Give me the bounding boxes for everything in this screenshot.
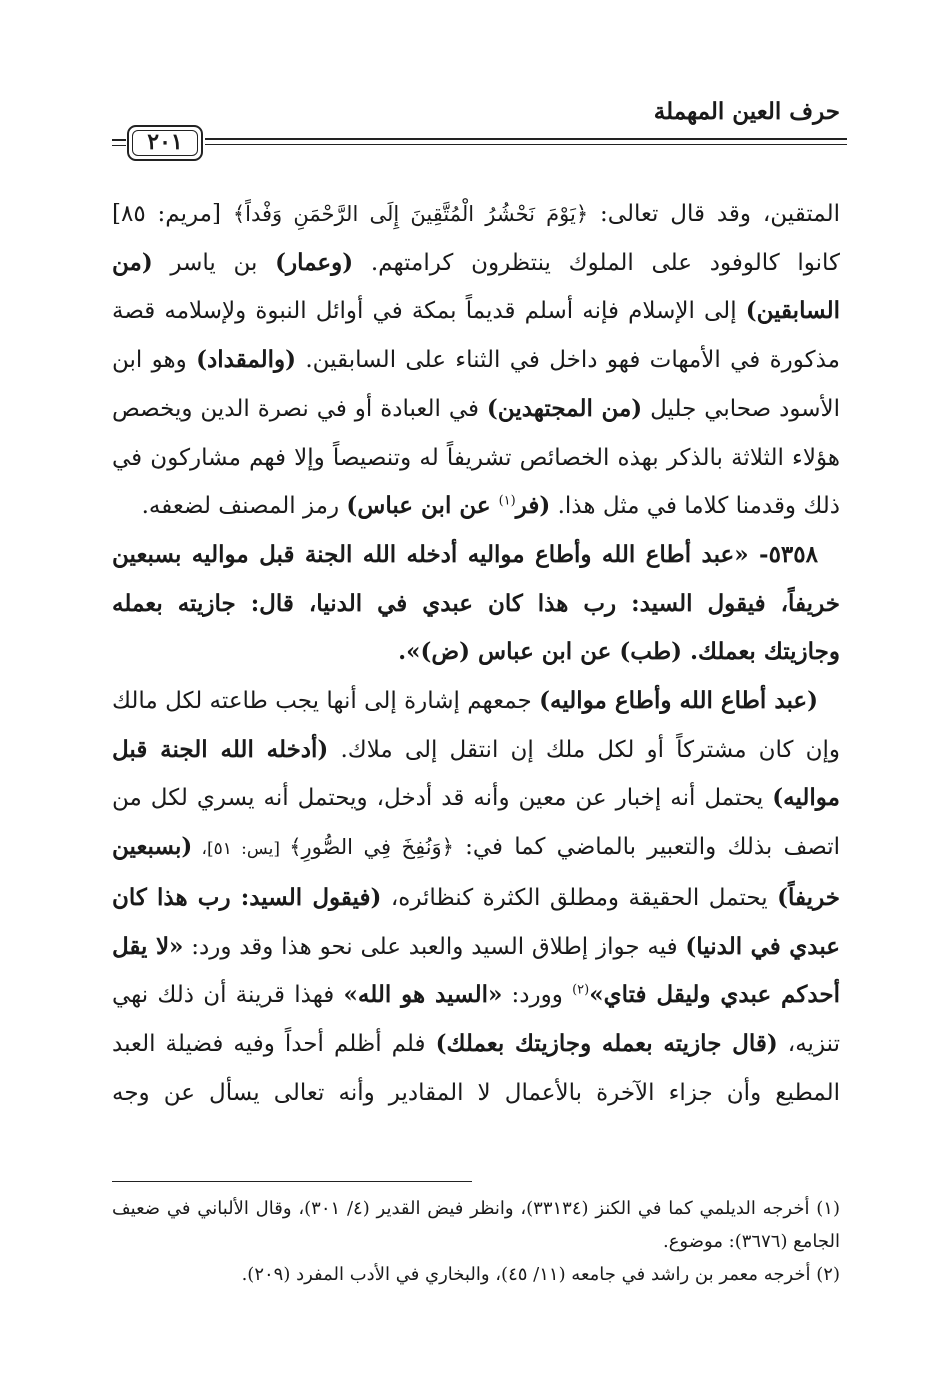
hadith-5358	[112, 531, 840, 677]
bold-phrase: «السيد هو الله»	[343, 981, 503, 1009]
text-run: يحتمل أنه إخبار عن معين وأنه قد أدخل، ويحتمل أنه يسري لكل من اتصف بذلك والتعبير بالماضي كما في:	[112, 785, 841, 861]
bold-phrase: (بسبعين خريفاً)	[112, 833, 840, 911]
bold-phrase: (قال جازيته بعمله وجازيتك بعملك)	[435, 1029, 778, 1057]
bold-phrase: (أدخله الله الجنة قبل مواليه)	[112, 735, 840, 812]
text-run: يحتمل الحقيقة ومطلق الكثرة كنظائره،	[381, 884, 778, 911]
header-rule-thin	[205, 144, 847, 145]
bold-phrase: (عبد أطاع الله وأطاع مواليه)	[539, 687, 818, 715]
quran-verse: ﴿يَوْمَ نَحْشُرُ الْمُتَّقِينَ إِلَى الرَّحْمَنِ وَفْداً﴾	[232, 202, 589, 226]
quran-verse: ﴿وَنُفِخَ فِي الصُّورِ﴾	[289, 835, 454, 860]
footnotes	[112, 1192, 840, 1291]
paragraph-commentary-2	[112, 677, 840, 1117]
bold-phrase: (فر	[515, 492, 551, 520]
footnote-ref-1[interactable]: (١)	[498, 493, 516, 509]
text-run: رمز المصنف لضعفه.	[141, 493, 347, 520]
verse-citation: [يس: ٥١]،	[192, 839, 290, 860]
header-rule-thick	[205, 138, 847, 140]
page-number: ٢٠١	[147, 129, 183, 155]
text-run: في العبادة أو في نصرة الدين ويخصص هؤلاء الثلاثة بالذكر بهذه الخصائص تشريفاً له وتنصيصاً وإلا فهم مشاركون في ذلك وقدمنا كلاما في مثل هذا.	[112, 395, 840, 520]
text-run: فلم أظلم أحداً وفيه فضيلة العبد المطيع وأن جزاء الآخرة بالأعمال لا المقادير وأنه تعالى يسأل عن وجه	[112, 1030, 840, 1106]
text-run: إلى الإسلام فإنه أسلم قديماً بمكة في أوائل النبوة ولإسلامه قصة مذكورة في الأمهات فهو داخل في الثناء على السابقين.	[112, 298, 840, 374]
bold-phrase: (من المجتهدين)	[486, 394, 643, 422]
bold-phrase: (وعمار)	[275, 248, 354, 276]
header-rule-left-thin	[112, 145, 126, 146]
header-rule-left-thick	[112, 139, 126, 141]
text-run: فيه جواز إطلاق السيد والعبد على نحو هذا وقد ورد:	[183, 933, 686, 960]
footnote-separator	[112, 1181, 472, 1182]
bold-phrase: (والمقداد)	[196, 346, 297, 374]
hadith-text: ٥٣٥٨- «عبد أطاع الله وأطاع مواليه أدخله الله الجنة قبل مواليه بسبعين خريفاً، فيقول السيد: رب هذا كان عبدي في الدنيا، قال: جازيته بعمله وجازيتك بعملك. (طب) عن ابن عباس (ض)».	[112, 540, 840, 666]
running-title: حرف العين المهملة	[653, 98, 840, 125]
footnote-2: (٢) أخرجه معمر بن راشد في جامعه (١١/ ٤٥)، والبخاري في الأدب المفرد (٢٠٩).	[241, 1264, 840, 1285]
paragraph-commentary-1	[112, 190, 840, 531]
bold-phrase: (فيقول السيد: رب هذا كان عبدي في الدنيا)	[112, 883, 840, 960]
page-number-frame	[127, 125, 203, 161]
main-text	[112, 190, 840, 1117]
text-run: بن ياسر	[152, 249, 276, 276]
footnote-ref-2[interactable]: (٢)	[572, 982, 590, 998]
text-run: [مريم: ٨٥] كانوا كالوفود على الملوك ينتظرون كرامتهم.	[112, 201, 841, 276]
bold-phrase: عن ابن عباس)	[346, 492, 499, 520]
text-run: جمعهم إشارة إلى أنها يجب طاعته لكل مالك وإن كان مشتركاً أو لكل ملك إن انتقل إلى ملاك.	[112, 688, 840, 763]
bold-phrase: «لا يقل أحدكم عبدي وليقل فتاي»	[112, 932, 840, 1009]
text-run: وورد:	[502, 982, 573, 1009]
text-run: وهو ابن الأسود صحابي جليل	[112, 347, 841, 422]
text-run: فهذا قرينة أن ذلك نهي تنزيه،	[112, 982, 840, 1057]
footnote-1: (١) أخرجه الديلمي كما في الكنز (٣٣١٣٤)، وانظر فيض القدير (٤/ ٣٠١)، وقال الألباني في ضعيف الجامع (٣٦٧٦): موضوع.	[112, 1198, 840, 1252]
bold-phrase: (من السابقين)	[112, 248, 840, 325]
text-run: المتقين، وقد قال تعالى:	[588, 201, 840, 227]
